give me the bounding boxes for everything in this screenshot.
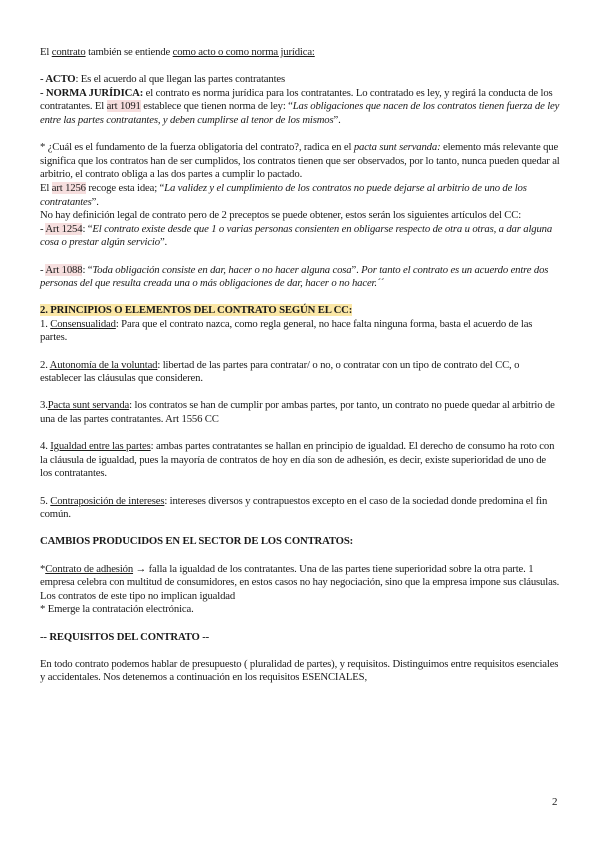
arrow-right-icon: → <box>133 562 149 575</box>
pacta-sunt-servanda: pacta sunt servanda: <box>353 141 441 154</box>
principio-label: Igualdad entre las partes <box>50 440 151 453</box>
art-1254-highlight: Art 1254 <box>45 222 83 235</box>
page-number: 2 <box>552 796 558 808</box>
art1256-text-3: ”. <box>91 195 99 208</box>
principio-3 <box>40 399 560 426</box>
intro-acto-norma: como acto o como norma jurídica: <box>172 46 315 58</box>
art1254-quote: El contrato existe desde que 1 o varias personas consienten en obligarse respecto de otra u otras, a dar alguna cosa o prestar algún servicio <box>40 222 553 249</box>
art1256-quote: La validez y el cumplimiento de los contratos no puede dejarse al arbitrio de uno de los contratantes <box>40 181 527 208</box>
intro-contrato: contrato <box>51 46 86 58</box>
electronica-paragraph: * Emerge la contratación electrónica. <box>40 603 194 616</box>
adhesion-detail: 1 empresa celebra con multitud de consumidores, en estos casos no hay negociación, sino que la empresa impone sus cláusulas. Los contratos de este tipo no implican igualdad <box>40 562 560 602</box>
principio-text: : Para que el contrato nazca, como regla general, no hace falta ninguna forma, basta el acuerdo de las partes. <box>40 317 533 344</box>
principios-heading <box>40 304 560 318</box>
norma-quote: Las obligaciones que nacen de los contratos tienen fuerza de ley entre las partes contratantes, y deben cumplirse al tenor de los mismos <box>40 100 560 126</box>
art1254-text-2: ”. <box>159 236 168 249</box>
principio-2 <box>40 359 560 386</box>
intro-text: El <box>40 46 52 58</box>
norma-text: el contrato es norma jurídica para los contratantes. Lo contratado es ley, y regirá la conducta de los contratantes. El <box>40 86 553 113</box>
art1088-paragraph <box>40 264 560 291</box>
principio-text: : los contratos se han de cumplir por ambas partes, por tanto, un contrato no puede quedar al arbitrio de una de las partes contratantes. Art 1556 CC <box>40 399 555 426</box>
requisitos-paragraph: En todo contrato podemos hablar de presupuesto ( pluralidad de partes), y requisitos. Distinguimos entre requisitos esenciales y accidentales. Nos detenemos a continuación en los requisitos ESENCIALES, <box>40 657 559 684</box>
intro-paragraph <box>40 46 560 60</box>
acto-paragraph <box>40 73 560 87</box>
principio-1 <box>40 318 560 345</box>
norma-paragraph <box>40 87 560 128</box>
principio-number: 2. <box>40 358 50 371</box>
art1088-conclusion: Por tanto el contrato es un acuerdo entre dos personas del que resulta creada una o más obligaciones de dar, hacer o no hacer.´´ <box>40 263 549 290</box>
principio-5 <box>40 495 560 522</box>
principios-title: 2. PRINCIPIOS O ELEMENTOS DEL CONTRATO SEGÚN EL CC: <box>40 304 353 317</box>
definicion-paragraph: No hay definición legal de contrato pero de 2 preceptos se puede obtener, estos serán los siguientes artículos del CC: <box>40 209 522 222</box>
principio-number: 4. <box>40 440 51 453</box>
art1088-quote: Toda obligación consiste en dar, hacer o no hacer alguna cosa <box>92 263 352 276</box>
fundamento-text: * ¿Cuál es el fundamento de la fuerza obligatoria del contrato?, radica en el <box>40 141 354 154</box>
art-1088-highlight: Art 1088 <box>45 263 83 276</box>
principio-label: Pacta sunt servanda <box>47 399 130 412</box>
requisitos-heading: -- REQUISITOS DEL CONTRATO -- <box>40 630 210 643</box>
norma-text-2: establece que tienen norma de ley: “ <box>140 100 293 113</box>
acto-label: - ACTO <box>40 73 76 86</box>
fundamento-text-2: elemento más relevante que significa que los contratos han de ser cumplidos, los contratos tienen que ser observados, por lo tanto, nunca pueden quedar al arbitrio, el contrato obliga a las dos partes a cumplir lo pactado. <box>40 141 560 181</box>
principio-label: Autonomía de la voluntad <box>49 358 158 371</box>
adhesion-text: falla la igualdad de los contratantes. Una de las partes tiene superioridad sobre la otra parte. <box>148 562 529 575</box>
art1256-text: El <box>40 181 52 194</box>
principio-text: : ambas partes contratantes se hallan en principio de igualdad. El derecho de consumo ha roto con la cláusula de igualdad, pues la mayoría de contratos de hoy en día son de adhesión, es decir, existe superioridad de uno de los contratantes. <box>40 440 555 480</box>
principio-4 <box>40 440 560 481</box>
art1256-paragraph <box>40 182 560 209</box>
principio-text: : libertad de las partes para contratar/ o no, o contratar con un tipo de contrato del CC, o establecer las cláusulas que consideren. <box>40 358 520 385</box>
principio-text: : intereses diversos y contrapuestos excepto en el caso de la sociedad donde predomina el fin común. <box>40 494 548 521</box>
principio-label: Consensualidad <box>50 317 116 330</box>
art1088-text-2: ”. <box>351 263 362 276</box>
art1256-text-2: recoge esta idea; “ <box>85 181 165 194</box>
document-body <box>40 46 560 685</box>
acto-text: : Es el acuerdo al que llegan las partes contratantes <box>75 73 286 86</box>
fundamento-paragraph <box>40 141 560 182</box>
principio-number: 1. <box>40 317 51 330</box>
principio-label: Contraposición de intereses <box>50 494 165 507</box>
art-1256-highlight: art 1256 <box>51 181 86 194</box>
principio-number: 3. <box>40 399 48 412</box>
adhesion-paragraph <box>40 563 560 604</box>
adhesion-label: Contrato de adhesión <box>45 562 134 575</box>
adhesion-star: * <box>40 562 46 575</box>
cambios-heading: CAMBIOS PRODUCIDOS EN EL SECTOR DE LOS CONTRATOS: <box>40 535 354 548</box>
art1254-paragraph <box>40 223 560 250</box>
art1254-dash: - <box>40 222 46 235</box>
art-1091-highlight: art 1091 <box>106 100 141 113</box>
norma-label: - NORMA JURÍDICA: <box>40 86 144 99</box>
art1254-text: : “ <box>82 222 93 235</box>
art1088-dash: - <box>40 263 46 276</box>
norma-text-3: ”. <box>333 113 341 126</box>
intro-text-2: también se entiende <box>85 46 173 58</box>
art1088-text: : “ <box>82 263 93 276</box>
principio-number: 5. <box>40 494 51 507</box>
